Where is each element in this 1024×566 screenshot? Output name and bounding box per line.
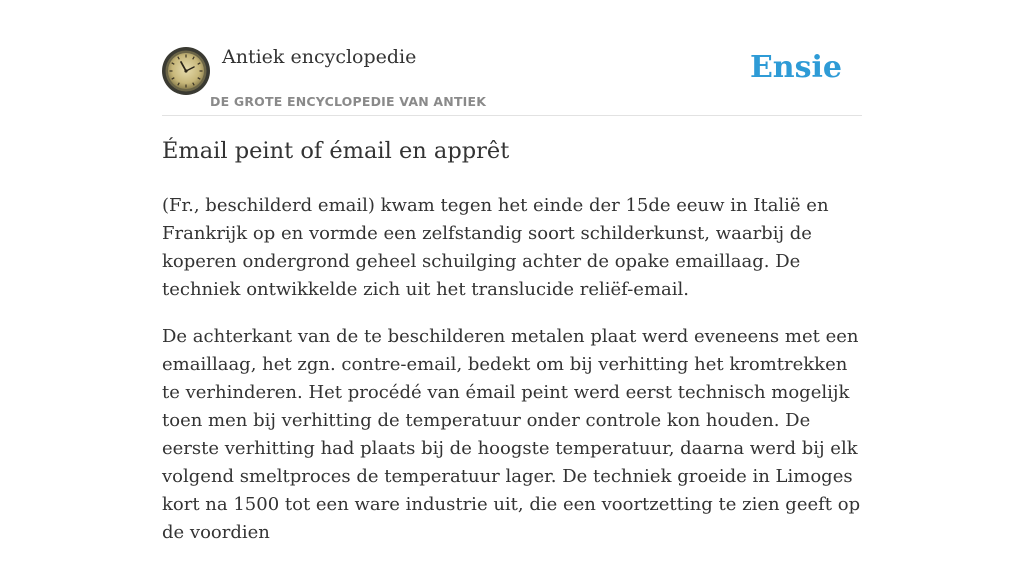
brand-logo[interactable]: Ensie <box>749 50 842 85</box>
article-body <box>162 192 862 566</box>
site-header <box>162 44 862 116</box>
article-paragraph: (Fr., beschilderd email) kwam tegen het einde der 15de eeuw in Italië en Frankrijk op en vormde een zelfstandig soort schilderkunst, waarbij de koperen ondergrond geheel schuilging achter de opake emaillaag. De techniek ontwikkelde zich uit het translucide reliëf-email. <box>162 195 829 300</box>
page-title: Émail peint of émail en apprêt <box>162 138 510 164</box>
clock-icon[interactable] <box>162 47 210 95</box>
site-title[interactable]: Antiek encyclopedie <box>222 46 417 68</box>
site-subtitle: DE GROTE ENCYCLOPEDIE VAN ANTIEK <box>210 94 487 109</box>
article-paragraph: De achterkant van de te beschilderen metalen plaat werd eveneens met een emaillaag, het zgn. contre-email, bedekt om bij verhitting het kromtrekken te verhinderen. Het procédé van émail peint werd eerst technisch mogelijk toen men bij verhitting de temperatuur onder controle kon houden. De eerste verhitting had plaats bij de hoogste temperatuur, daarna werd bij elk volgend smeltproces de temperatuur lager. De techniek groeide in Limoges kort na 1500 tot een ware industrie uit, die een voortzetting te zien geeft op de voordien <box>162 326 861 543</box>
